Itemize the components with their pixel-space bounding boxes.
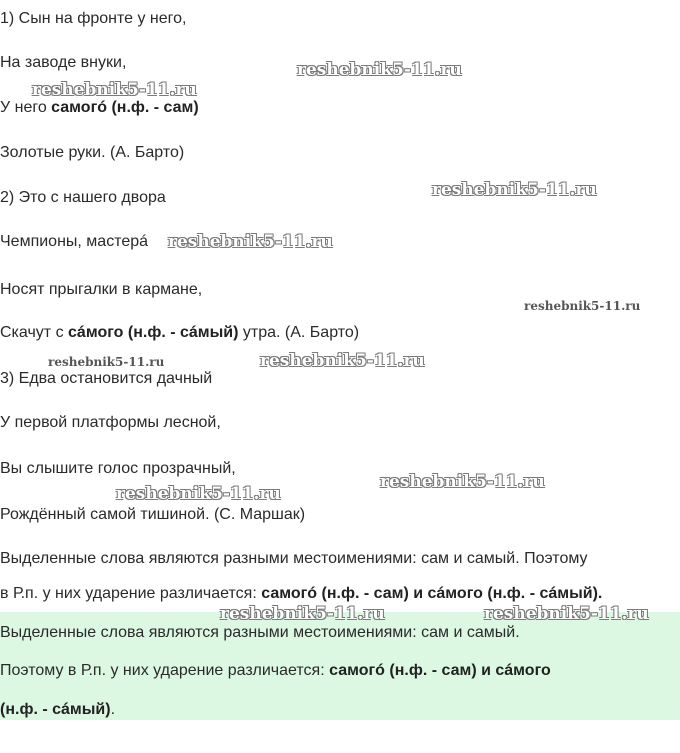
bold-word: сáмого (н.ф. - сáмый)	[68, 324, 239, 341]
watermark: reshebnik5-11.ru	[116, 484, 281, 504]
poem2-line2: Чемпионы, мастерá	[0, 233, 149, 250]
watermark: reshebnik5-11.ru	[297, 60, 462, 80]
bold-word: (н.ф. - сáмый)	[0, 701, 111, 718]
poem1-line3: У него самогó (н.ф. - сам)	[0, 99, 199, 116]
explanation-line1: Выделенные слова являются разными местоимениями: сам и самый. Поэтому	[0, 550, 588, 567]
bold-word: самогó (н.ф. - сам) и сáмого	[329, 662, 551, 679]
watermark: reshebnik5-11.ru	[220, 604, 385, 624]
answer-line1: Выделенные слова являются разными местоимениями: сам и самый.	[0, 624, 520, 641]
answer-line3: (н.ф. - сáмый).	[0, 701, 116, 718]
poem1-line4: Золотые руки. (А. Барто)	[0, 144, 185, 161]
watermark: reshebnik5-11.ru	[32, 80, 197, 100]
poem2-line1: 2) Это с нашего двора	[0, 189, 166, 206]
poem3-line4: Рождённый самой тишиной. (С. Маршак)	[0, 506, 306, 523]
poem3-line1: 3) Едва остановится дачный	[0, 370, 213, 387]
poem2-line4: Скачут с сáмого (н.ф. - сáмый) утра. (А. Барто)	[0, 324, 360, 341]
poem1-line2: На заводе внуки,	[0, 54, 127, 71]
watermark: reshebnik5-11.ru	[432, 180, 597, 200]
poem1-line1: 1) Сын на фронте у него,	[0, 10, 187, 27]
poem2-line3: Носят прыгалки в кармане,	[0, 281, 203, 298]
bold-word: самогó (н.ф. - сам)	[51, 99, 199, 116]
watermark: reshebnik5-11.ru	[48, 355, 165, 369]
watermark: reshebnik5-11.ru	[260, 351, 425, 371]
explanation-line2: в Р.п. у них ударение различается: самогó (н.ф. - сам) и сáмого (н.ф. - сáмый).	[0, 585, 603, 602]
watermark: reshebnik5-11.ru	[524, 299, 641, 313]
watermark: reshebnik5-11.ru	[168, 232, 333, 252]
watermark: reshebnik5-11.ru	[380, 472, 545, 492]
watermark: reshebnik5-11.ru	[484, 604, 649, 624]
poem3-line2: У первой платформы лесной,	[0, 414, 221, 431]
bold-word: самогó (н.ф. - сам) и сáмого (н.ф. - сáмый)	[261, 585, 598, 602]
answer-line2: Поэтому в Р.п. у них ударение различается: самогó (н.ф. - сам) и сáмого	[0, 662, 551, 679]
poem3-line3: Вы слышите голос прозрачный,	[0, 460, 236, 477]
